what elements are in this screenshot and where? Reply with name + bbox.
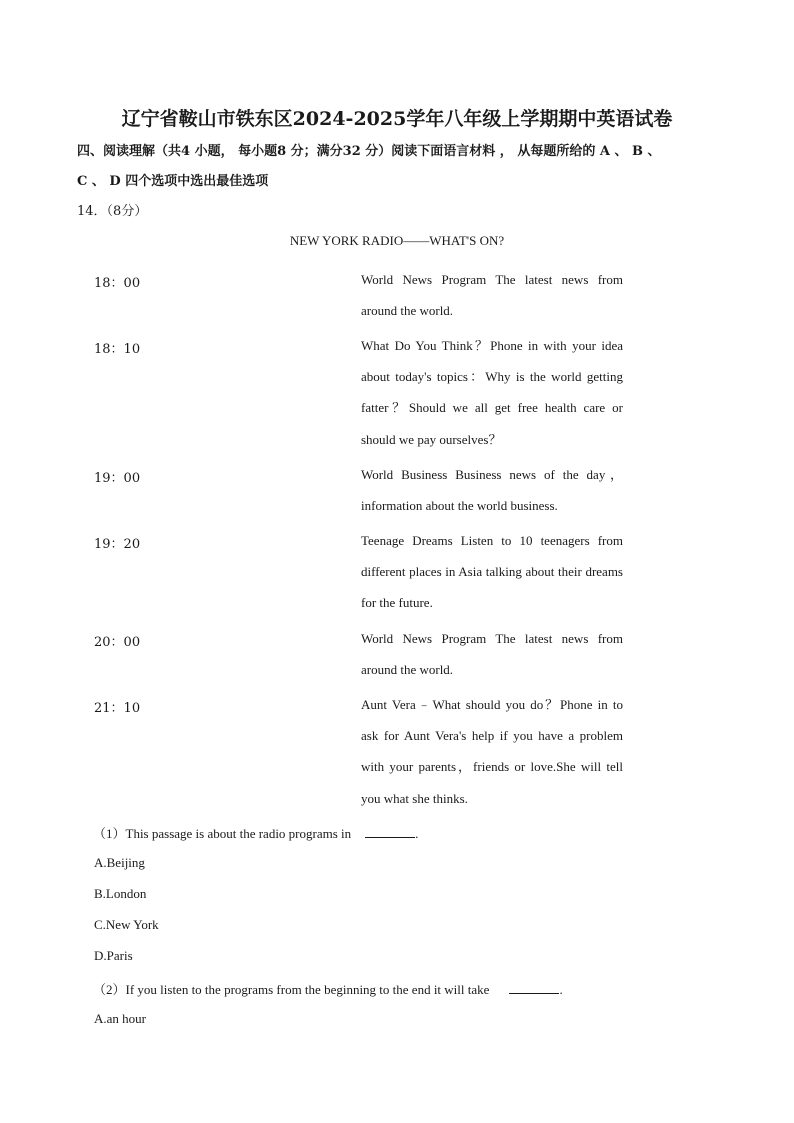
- radio-schedule-title: NEW YORK RADIO——WHAT'S ON?: [289, 233, 505, 248]
- question-end: .: [559, 982, 563, 997]
- question-2: [93, 979, 563, 998]
- question-1: [93, 823, 418, 842]
- option: A.an hour: [94, 1011, 146, 1026]
- schedule-description: Teenage Dreams Listen to 10 teenagers from different places in Asia talking about their dreams for the future.: [361, 533, 623, 611]
- schedule-time: 21：10: [94, 701, 141, 716]
- section-instruction-line-1: 四、阅读理解（共4 小题， 每小题8 分；满分32 分）阅读下面语言材料 ， 从每题所给的 A 、 B 、: [77, 144, 661, 159]
- option: D.Paris: [94, 948, 133, 963]
- section-instruction-line-2: C 、 D 四个选项中选出最佳选项: [77, 174, 269, 189]
- schedule-description: World News Program The latest news from around the world.: [361, 272, 623, 319]
- schedule-description: Aunt Vera﹣What should you do？Phone in to ask for Aunt Vera's help if you have a problem with your parents，friends or love.She will tell you what she thinks.: [361, 697, 623, 806]
- schedule-description: What Do You Think？Phone in with your idea about today's topics：Why is the world getting fatter？Should we all get free health care or should we pay ourselves？: [361, 338, 623, 447]
- option: B.London: [94, 886, 147, 901]
- schedule-description: World News Program The latest news from around the world.: [361, 631, 623, 678]
- schedule-time: 18：00: [94, 276, 141, 291]
- question-end: .: [415, 826, 419, 841]
- option: A.Beijing: [94, 855, 145, 870]
- schedule-time: 19：20: [94, 537, 141, 552]
- option: C.New York: [94, 917, 159, 932]
- question-stem: （2）If you listen to the programs from the beginning to the end it will take: [93, 982, 490, 997]
- schedule-time: 19：00: [94, 471, 141, 486]
- schedule-time: 20：00: [94, 635, 141, 650]
- schedule-description: World Business Business news of the day，information about the world business.: [361, 467, 623, 514]
- answer-blank[interactable]: [509, 981, 559, 994]
- answer-blank[interactable]: [365, 825, 415, 838]
- question-number: 14．（8分）: [77, 204, 148, 219]
- question-stem: （1）This passage is about the radio programs in: [93, 826, 352, 841]
- schedule-time: 18：10: [94, 342, 141, 357]
- page-title: 辽宁省鞍山市铁东区2024-2025学年八年级上学期期中英语试卷: [121, 108, 673, 130]
